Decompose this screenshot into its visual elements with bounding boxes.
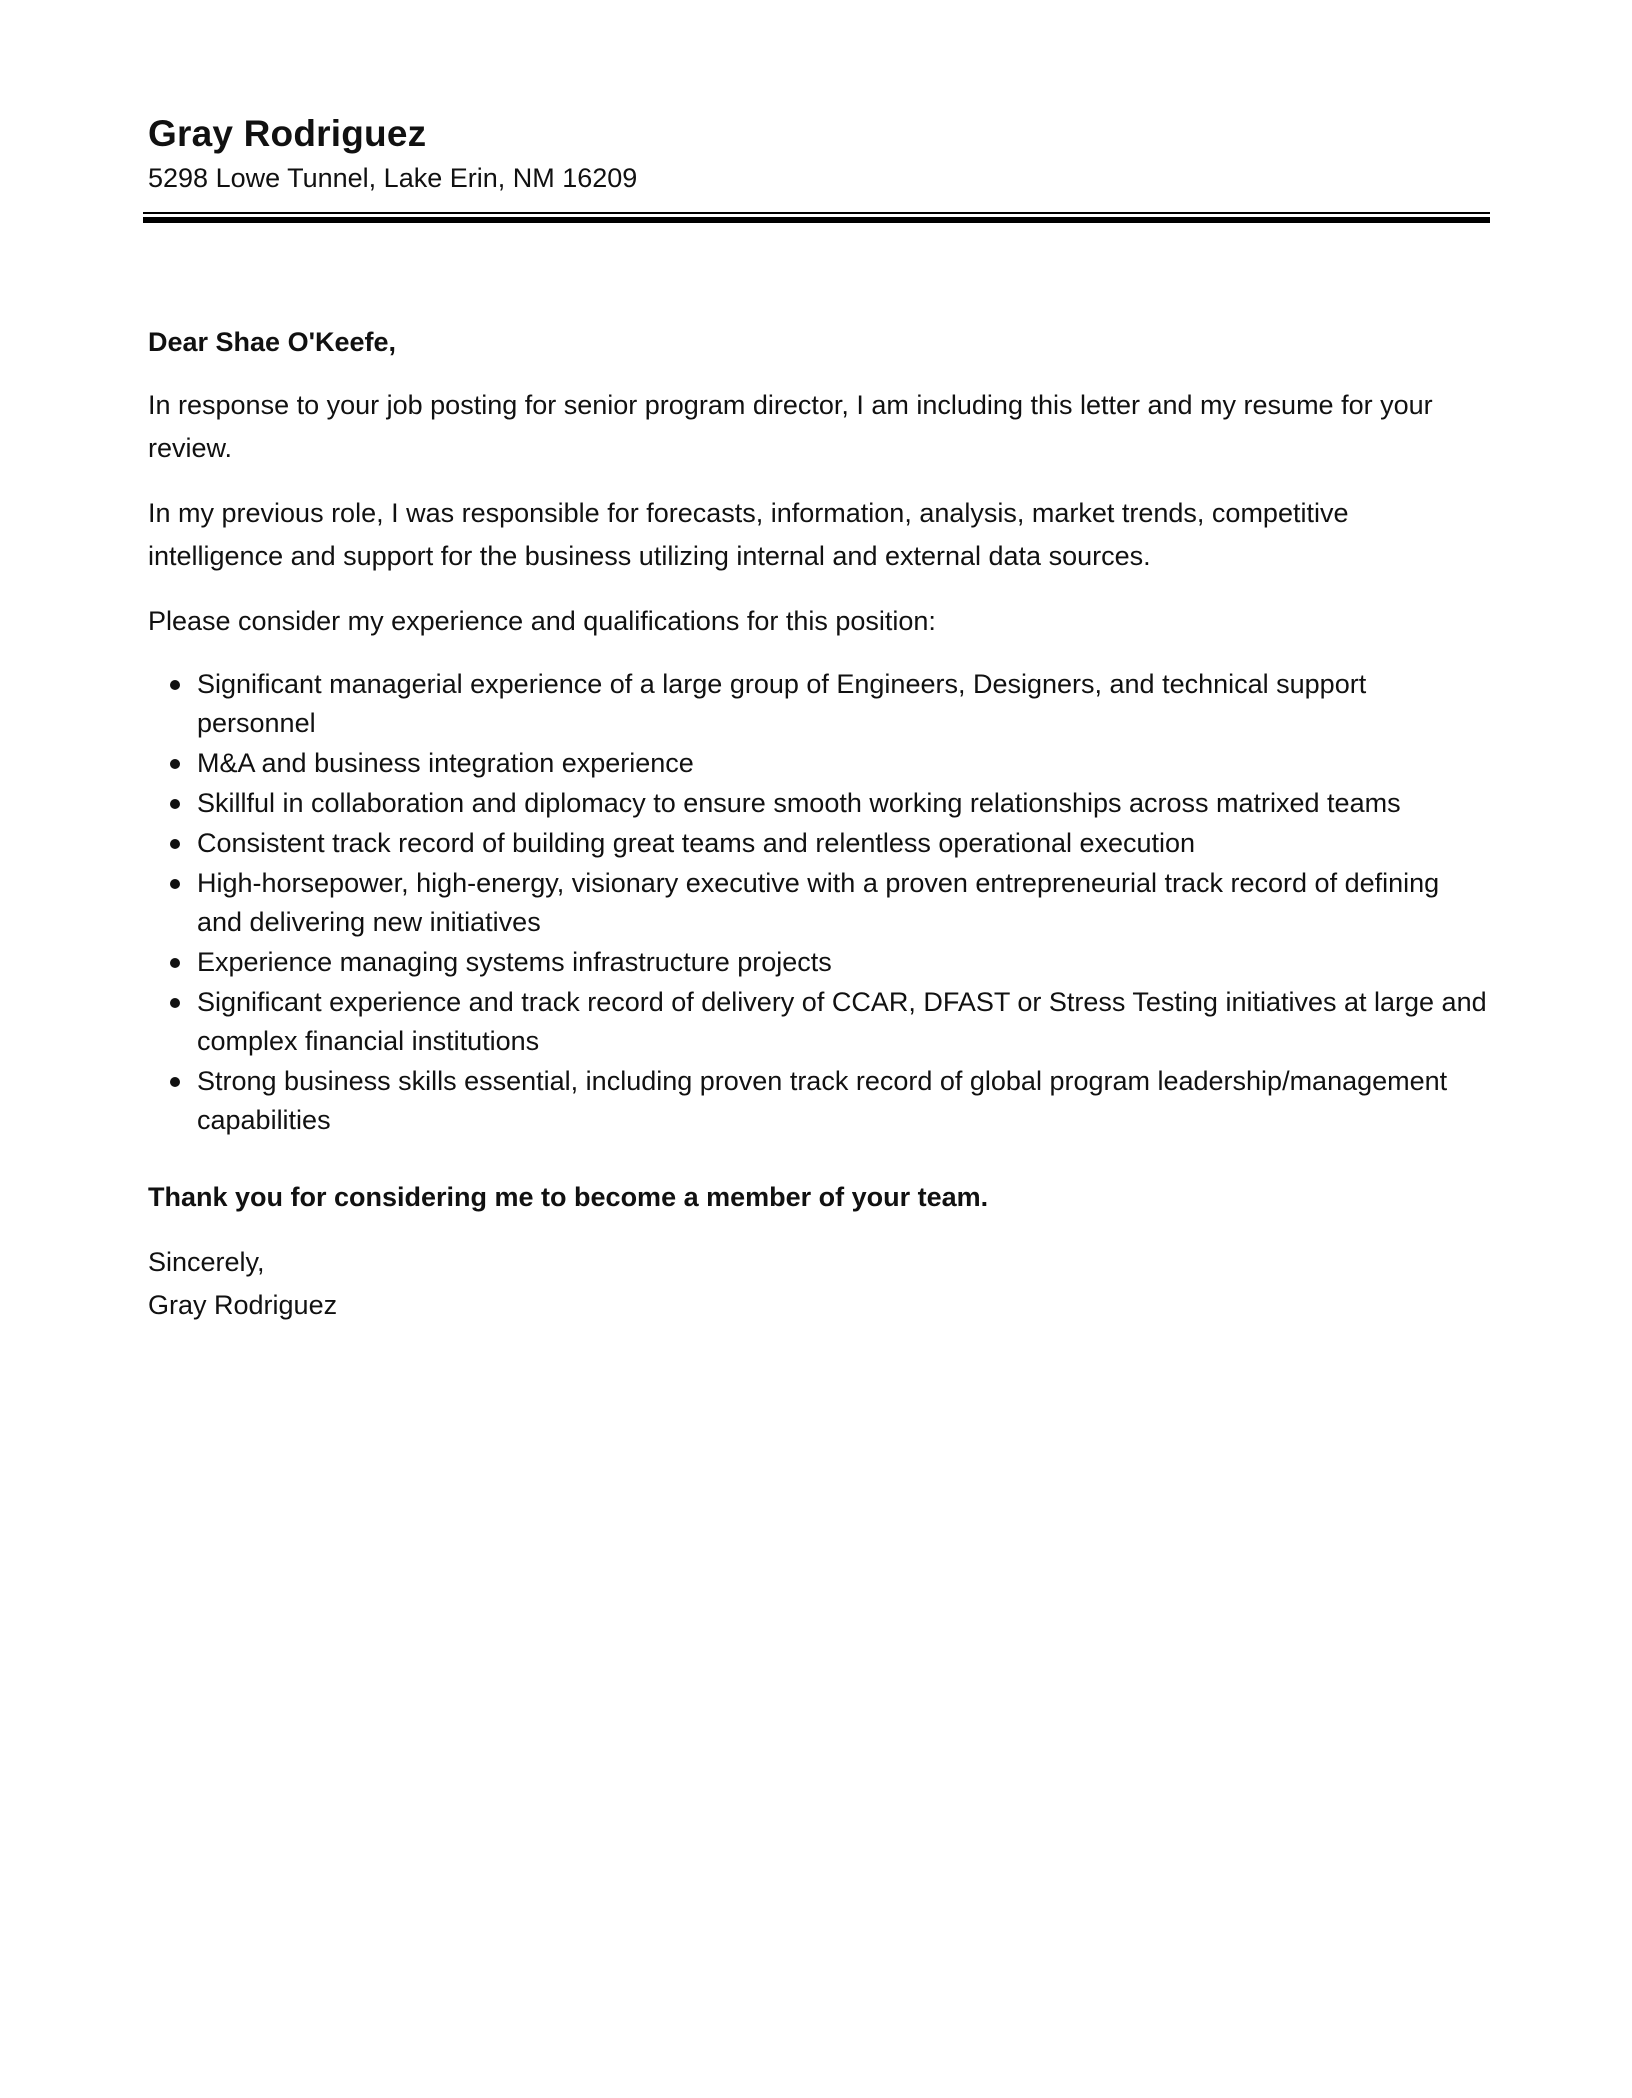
bullet-icon (170, 879, 180, 889)
bullet-icon (170, 799, 180, 809)
qualification-item (148, 943, 1488, 982)
qualification-item (148, 824, 1488, 863)
qualification-text: M&A and business integration experience (197, 748, 694, 778)
qualification-item (148, 983, 1488, 1061)
qualification-text: Consistent track record of building great teams and relentless operational execution (197, 828, 1196, 858)
closing-line: Thank you for considering me to become a member of your team. (148, 1182, 989, 1212)
qualifications-intro: Please consider my experience and qualifications for this position: (148, 606, 936, 636)
sender-address: 5298 Lowe Tunnel, Lake Erin, NM 16209 (148, 163, 638, 193)
qualification-item (148, 864, 1488, 942)
bullet-icon (170, 839, 180, 849)
signature-name: Gray Rodriguez (148, 1290, 338, 1320)
header-divider (143, 212, 1490, 223)
qualification-text: Significant experience and track record of delivery of CCAR, DFAST or Stress Testing initiatives at large and complex financial institutions (197, 987, 1487, 1056)
signoff: Sincerely, (148, 1247, 265, 1277)
header-divider-thick-line (143, 217, 1490, 223)
qualification-text: Strong business skills essential, including proven track record of global program leadership/management capabilities (197, 1066, 1448, 1135)
bullet-icon (170, 998, 180, 1008)
experience-paragraph: In my previous role, I was responsible for forecasts, information, analysis, market trends, competitive intelligence and support for the business utilizing internal and external data sources. (148, 498, 1349, 571)
letter-body (148, 322, 1488, 1327)
salutation: Dear Shae O'Keefe, (148, 327, 397, 357)
bullet-icon (170, 759, 180, 769)
qualification-text: Skillful in collaboration and diplomacy to ensure smooth working relationships across matrixed teams (197, 788, 1401, 818)
bullet-icon (170, 958, 180, 968)
letter-header (148, 110, 1484, 196)
qualification-item (148, 744, 1488, 783)
qualification-text: High-horsepower, high-energy, visionary executive with a proven entrepreneurial track record of defining and delivering new initiatives (197, 868, 1440, 937)
header-divider-thin-line (143, 212, 1490, 214)
intro-paragraph: In response to your job posting for senior program director, I am including this letter and my resume for your review. (148, 390, 1433, 463)
bullet-icon (170, 1077, 180, 1087)
sender-name: Gray Rodriguez (148, 113, 427, 154)
bullet-icon (170, 680, 180, 690)
qualification-item (148, 784, 1488, 823)
qualification-text: Experience managing systems infrastructure projects (197, 947, 832, 977)
qualifications-list (148, 665, 1488, 1140)
qualification-item (148, 1062, 1488, 1140)
qualification-text: Significant managerial experience of a large group of Engineers, Designers, and technical support personnel (197, 669, 1367, 738)
qualification-item (148, 665, 1488, 743)
